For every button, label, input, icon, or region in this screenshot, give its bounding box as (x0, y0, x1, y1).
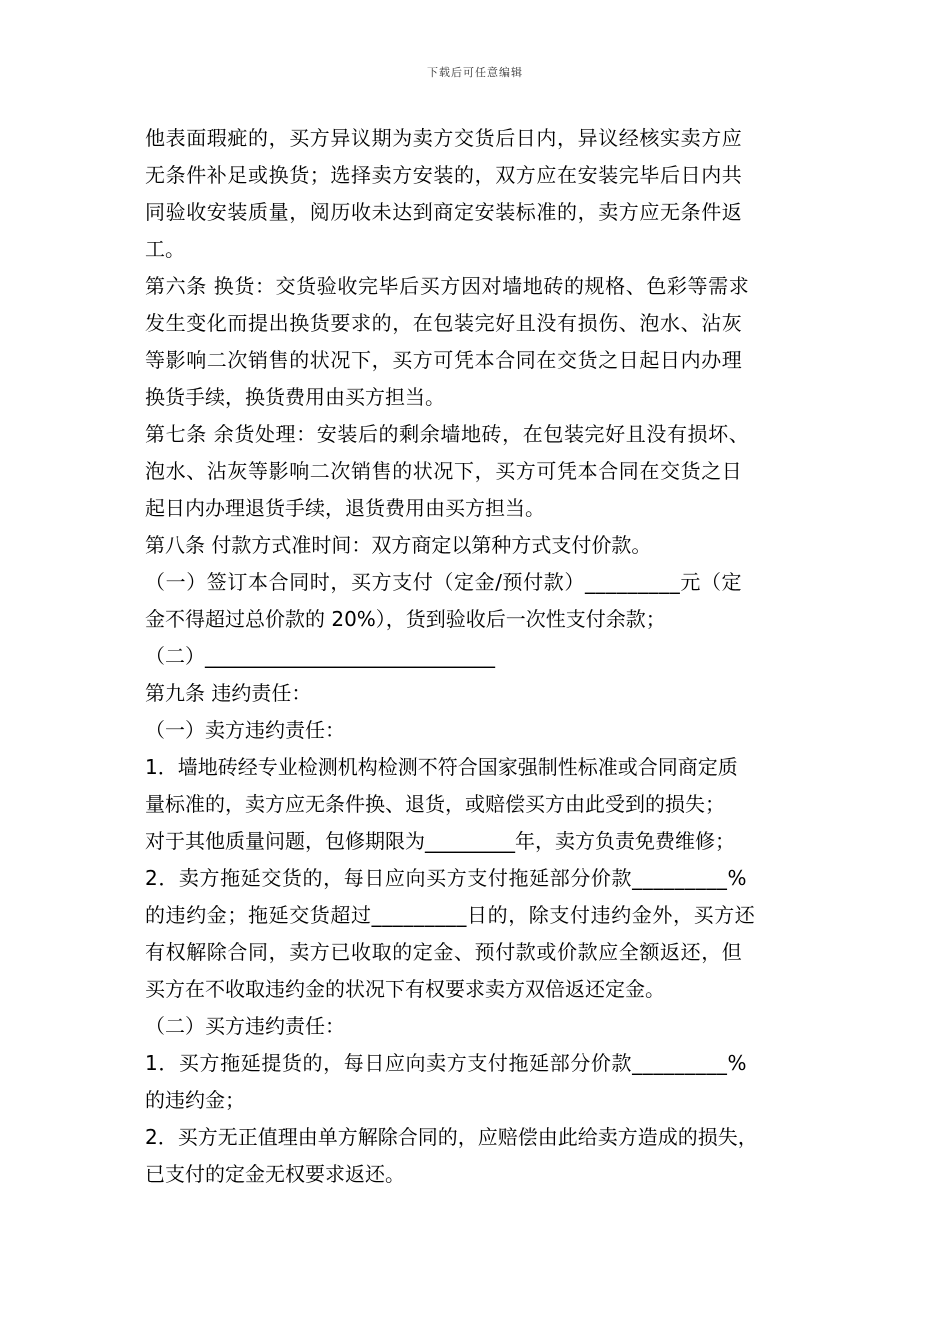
text-line: 他表面瑕疵的，买方异议期为卖方交货后日内，异议经核实卖方应 (145, 126, 743, 150)
text-line: 第八条 付款方式准时间：双方商定以第种方式支付价款。 (145, 533, 652, 557)
text-line: 1．墙地砖经专业检测机构检测不符合国家强制性标准或合同商定质 (145, 755, 738, 779)
text-line: 的违约金；拖延交货超过_________日的，除支付违约金外，买方还 (145, 903, 756, 927)
text-line: 第九条 违约责任： (145, 681, 312, 705)
text-line: 有权解除合同，卖方已收取的定金、预付款或价款应全额返还，但 (145, 940, 743, 964)
text-line: 工。 (145, 237, 185, 261)
text-line: 金不得超过总价款的 20%），货到验收后一次性支付余款； (145, 607, 666, 631)
text-line: （二）买方违约责任： (145, 1014, 345, 1038)
document-body (145, 120, 825, 1193)
text-line: （一）卖方违约责任： (145, 718, 345, 742)
text-line: 1．买方拖延提货的，每日应向卖方支付拖延部分价款_________% (145, 1051, 748, 1075)
text-line: 起日内办理退货手续，退货费用由买方担当。 (145, 496, 545, 520)
text-line: 的违约金； (145, 1088, 245, 1112)
text-line: 2．买方无正值理由单方解除合同的，应赔偿由此给卖方造成的损失， (145, 1125, 758, 1149)
text-line: 对于其他质量问题，包修期限为_________年，卖方负责免费维修； (145, 829, 735, 853)
text-line: 已支付的定金无权要求返还。 (145, 1162, 405, 1186)
text-line: 量标准的，卖方应无条件换、退货，或赔偿买方由此受到的损失； (145, 792, 725, 816)
text-line: 同验收安装质量，阅历收未达到商定安装标准的，卖方应无条件返 (145, 200, 743, 224)
text-line: 2．卖方拖延交货的，每日应向买方支付拖延部分价款_________% (145, 866, 748, 890)
text-line: 买方在不收取违约金的状况下有权要求卖方双倍返还定金。 (145, 977, 665, 1001)
text-line: 第七条 余货处理：安装后的剩余墙地砖，在包装完好且没有损坏、 (145, 422, 750, 446)
text-line: 第六条 换货：交货验收完毕后买方因对墙地砖的规格、色彩等需求 (145, 274, 750, 298)
text-line: 等影响二次销售的状况下，买方可凭本合同在交货之日起日内办理 (145, 348, 743, 372)
page-header-note: 下载后可任意编辑 (427, 66, 523, 79)
text-line: （二）_____________________________ (145, 644, 495, 668)
text-line: 泡水、沾灰等影响二次销售的状况下，买方可凭本合同在交货之日 (145, 459, 743, 483)
text-line: （一）签订本合同时，买方支付（定金/预付款）_________元（定 (145, 570, 743, 594)
text-line: 发生变化而提出换货要求的，在包装完好且没有损伤、泡水、沾灰 (145, 311, 743, 335)
text-line: 换货手续，换货费用由买方担当。 (145, 385, 445, 409)
text-line: 无条件补足或换货；选择卖方安装的，双方应在安装完毕后日内共 (145, 163, 743, 187)
